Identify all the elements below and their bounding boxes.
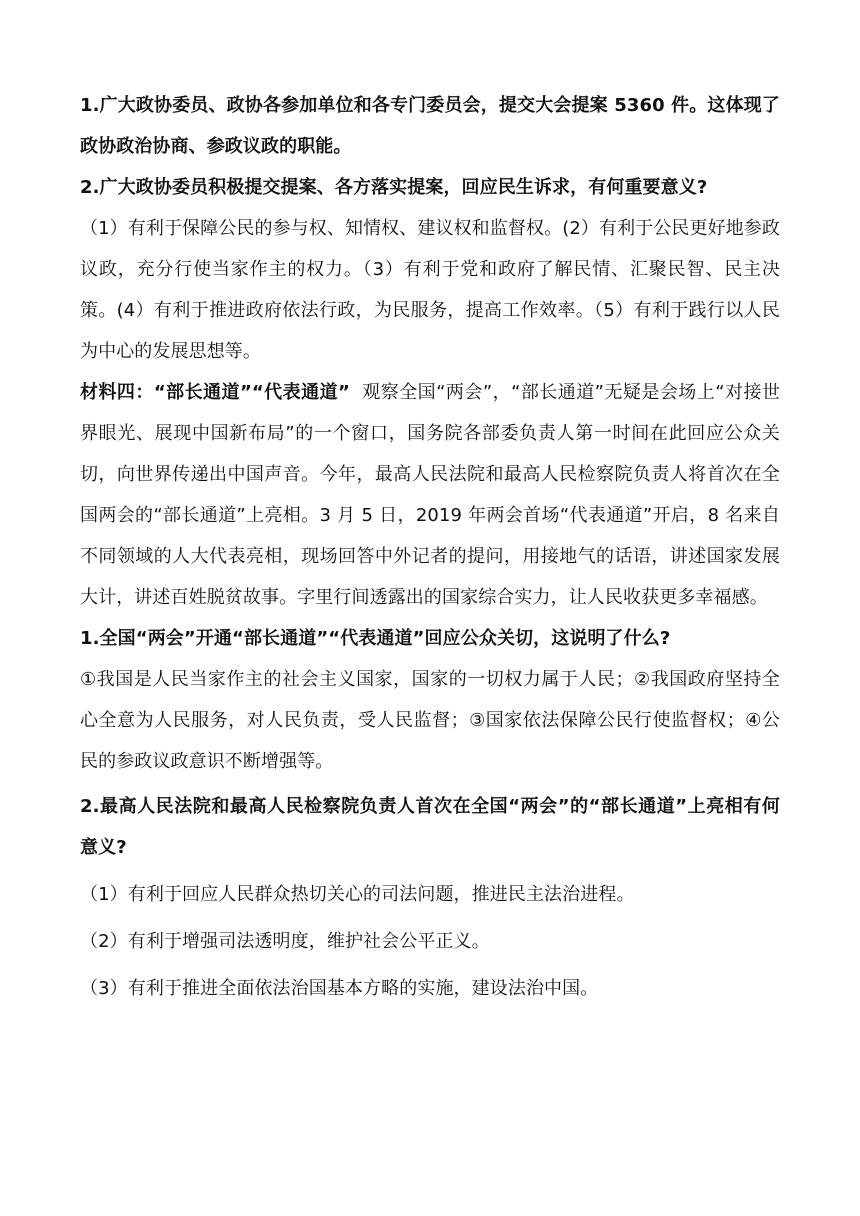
question-2: 2.广大政协委员积极提交提案、各方落实提案，回应民生诉求，有何重要意义? — [80, 177, 708, 198]
question-4: 2.最高人民法院和最高人民检察院负责人首次在全国“两会”的“部长通道”上亮相有何意义? — [80, 796, 780, 858]
question-1: 1.广大政协委员、政协各参加单位和各专门委员会，提交大会提案 5360 件。这体现了政协政治协商、参政议政的职能。 — [80, 95, 780, 157]
answer-3: ①我国是人民当家作主的社会主义国家，国家的一切权力属于人民；②我国政府坚持全心全意为人民服务，对人民负责，受人民监督；③国家依法保障公民行使监督权；④公民的参政议政意识不断增强等。 — [80, 669, 780, 772]
material-4-label: 材料四：“部长通道”“代表通道” — [80, 382, 350, 403]
answer-2: （1）有利于保障公民的参与权、知情权、建议权和监督权。(2）有利于公民更好地参政议政，充分行使当家作主的权力。（3）有利于党和政府了解民情、汇聚民智、民主决策。(4）有利于推进政府依法行政，为民服务，提高工作效率。（5）有利于践行以人民为中心的发展思想等。 — [80, 218, 780, 362]
answer-4-item-1: （1）有利于回应人民群众热切关心的司法问题，推进民主法治进程。 — [80, 884, 635, 905]
question-3: 1.全国“两会”开通“部长通道”“代表通道”回应公众关切，这说明了什么? — [80, 628, 671, 649]
material-4-body: 观察全国“两会”，“部长通道”无疑是会场上“对接世界眼光、展现中国新布局”的一个窗口，国务院各部委负责人第一时间在此回应公众关切，向世界传递出中国声音。今年，最高人民法院和最高人民检察院负责人将首次在全国两会的“部长通道”上亮相。3 月 5 日，2019 年两会首场“代表通道”开启，8 名来自不同领域的人大代表亮相，现场回答中外记者的提问，用接地气的话语，讲述国家发展大计，讲述百姓脱贫故事。字里行间透露出的国家综合实力，让人民收获更多幸福感。 — [80, 382, 780, 608]
answer-4-item-3: （3）有利于推进全面依法治国基本方略的实施，建设法治中国。 — [80, 978, 599, 999]
material-4-paragraph — [80, 372, 780, 618]
document-page — [80, 85, 780, 1009]
answer-4-item-2: （2）有利于增强司法透明度，维护社会公平正义。 — [80, 931, 490, 952]
